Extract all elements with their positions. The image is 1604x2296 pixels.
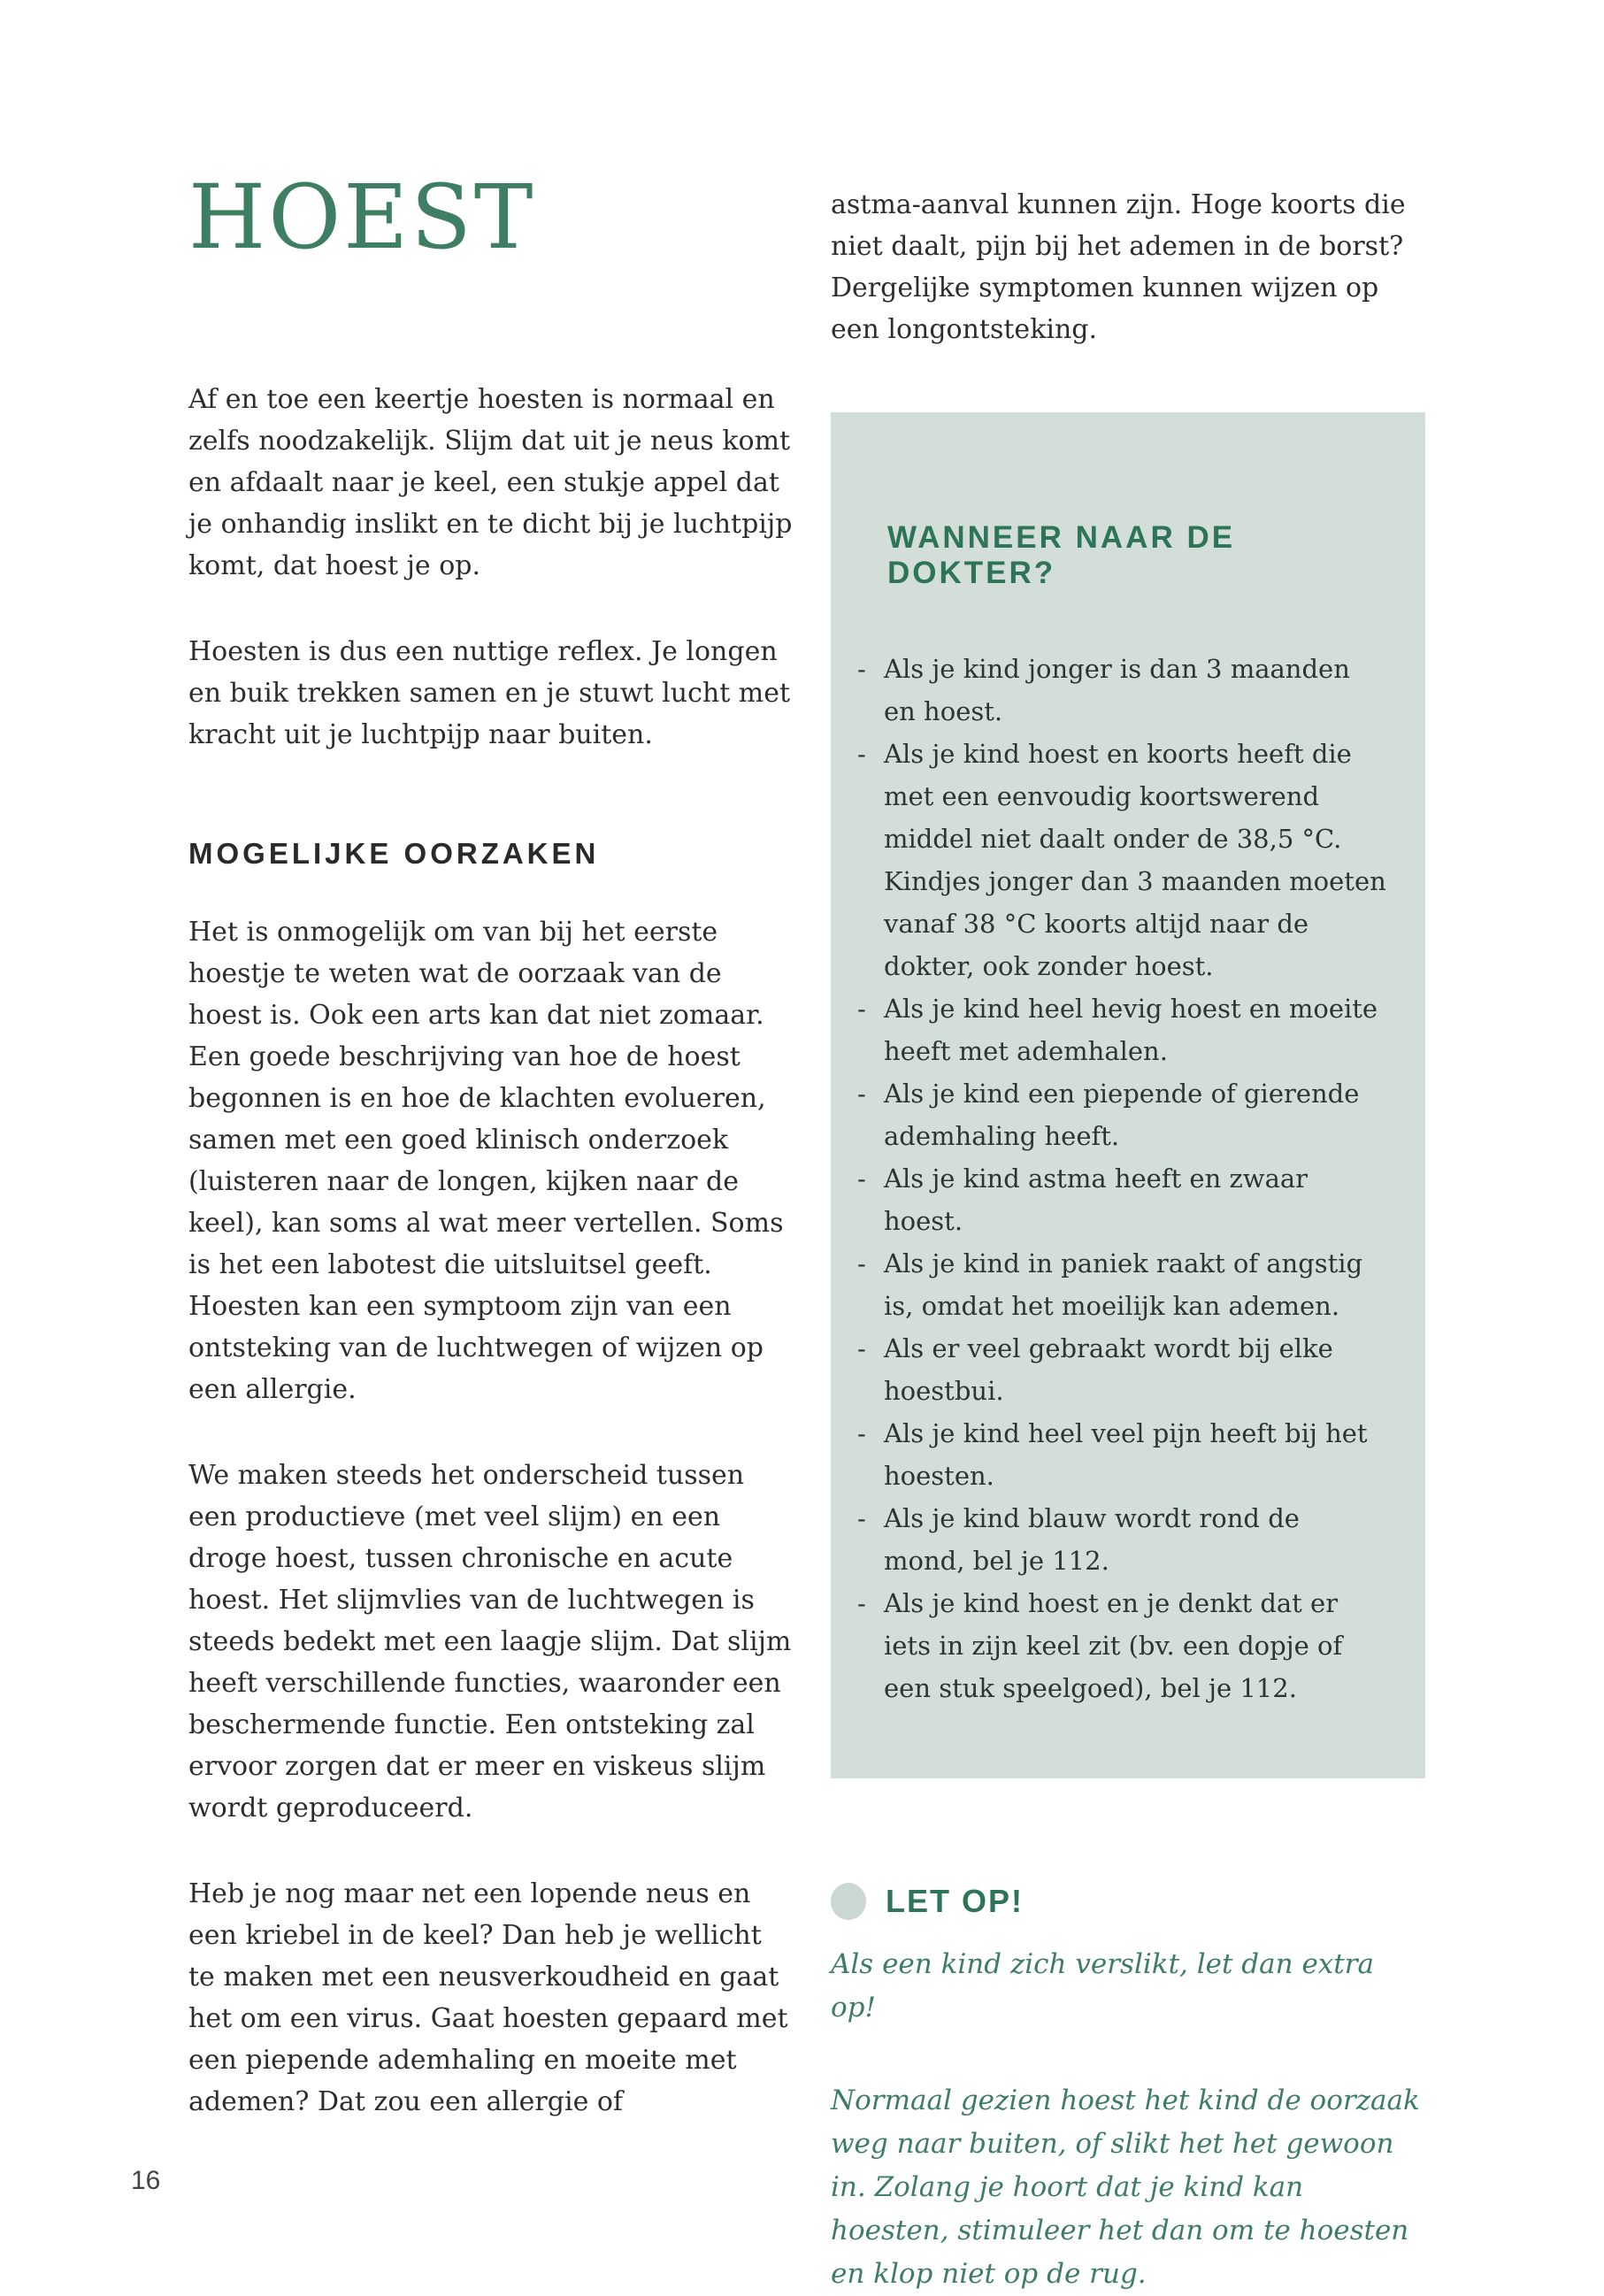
paragraph: Af en toe een keertje hoesten is normaal en zelfs noodzakelijk. Slijm dat uit je neus komt en afdaalt naar je keel, een stukje appel dat je onhandig inslikt en te dicht bij je luchtpijp komt, dat hoest je op. <box>188 384 793 581</box>
doctor-checklist-item: - Als je kind astma heeft en zwaar hoest. <box>856 1157 1388 1242</box>
attention-heading: LET OP! <box>886 1883 1024 1919</box>
attention-header <box>831 1883 1425 1920</box>
attention-section <box>831 1883 1425 2296</box>
doctor-checklist <box>856 648 1388 1709</box>
right-column <box>831 184 1425 2296</box>
attention-paragraph: Normaal gezien hoest het kind de oorzaak weg naar buiten, of slikt het het gewoon in. Zolang je hoort dat je kind kan hoesten, stimuleer het dan om te hoesten en klop niet op de rug. <box>831 2085 1420 2290</box>
attention-dot-icon <box>831 1883 866 1920</box>
paragraph: We maken steeds het onderscheid tussen een productieve (met veel slijm) en een droge hoest, tussen chronische en acute hoest. Het slijmvlies van de luchtwegen is steeds bedekt met een laagje slijm. Dat slijm heeft verschillende functies, waaronder een beschermende functie. Een ontsteking zal ervoor zorgen dat er meer en viskeus slijm wordt geproduceerd. <box>188 1460 792 1824</box>
doctor-checklist-item: - Als je kind heel hevig hoest en moeite heeft met ademhalen. <box>856 987 1388 1072</box>
doctor-checklist-item: - Als er veel gebraakt wordt bij elke hoestbui. <box>856 1327 1388 1412</box>
doctor-checklist-item: - Als je kind heel veel pijn heeft bij het hoesten. <box>856 1412 1388 1497</box>
left-section-paragraphs <box>188 911 794 2123</box>
doctor-checklist-item: - Als je kind hoest en je denkt dat er iets in zijn keel zit (bv. een dopje of een stuk speelgoed), bel je 112. <box>856 1582 1388 1709</box>
page-number: 16 <box>131 2166 161 2195</box>
doctor-checklist-item: - Als je kind in paniek raakt of angstig is, omdat het moeilijk kan ademen. <box>856 1242 1388 1327</box>
page-title: HOEST <box>188 165 536 269</box>
doctor-checklist-item: - Als je kind jonger is dan 3 maanden en hoest. <box>856 648 1388 733</box>
doctor-checklist-item: - Als je kind blauw wordt rond de mond, bel je 112. <box>856 1497 1388 1582</box>
right-intro-paragraph: astma-aanval kunnen zijn. Hoge koorts die niet daalt, pijn bij het ademen in de borst? Dergelijke symptomen kunnen wijzen op een longontsteking. <box>831 189 1406 345</box>
doctor-checklist-item: - Als je kind een piepende of gierende ademhaling heeft. <box>856 1072 1388 1157</box>
left-intro-paragraphs <box>188 379 794 756</box>
paragraph: Het is onmogelijk om van bij het eerste hoestje te weten wat de oorzaak van de hoest is. Ook een arts kan dat niet zomaar. Een goede beschrijving van hoe de hoest begonnen is en hoe de klachten evolueren, samen met een goed klinisch onderzoek (luisteren naar de longen, kijken naar de keel), kan soms al wat meer vertellen. Soms is het een labotest die uitsluitsel geeft. Hoesten kan een symptoom zijn van een ontsteking van de luchtwegen of wijzen op een allergie. <box>188 917 784 1405</box>
doctor-info-box <box>831 412 1425 1778</box>
section-heading: MOGELIJKE OORZAKEN <box>188 837 600 870</box>
attention-lead: Als een kind zich verslikt, let dan extra op! <box>831 1948 1375 2023</box>
doctor-checklist-item: - Als je kind hoest en koorts heeft die met een eenvoudig koortswerend middel niet daalt onder de 38,5 °C. Kindjes jonger dan 3 maanden moeten vanaf 38 °C koorts altijd naar de dokter, ook zonder hoest. <box>856 733 1388 987</box>
paragraph: Heb je nog maar net een lopende neus en een kriebel in de keel? Dan heb je wellicht te maken met een neusverkoudheid en gaat het om een virus. Gaat hoesten gepaard met een piepende ademhaling en moeite met ademen? Dat zou een allergie of <box>188 1878 788 2117</box>
left-column <box>188 165 794 2123</box>
doctor-box-heading: WANNEER NAAR DE DOKTER? <box>887 520 1236 590</box>
paragraph: Hoesten is dus een nuttige reflex. Je longen en buik trekken samen en je stuwt lucht met kracht uit je luchtpijp naar buiten. <box>188 636 791 750</box>
